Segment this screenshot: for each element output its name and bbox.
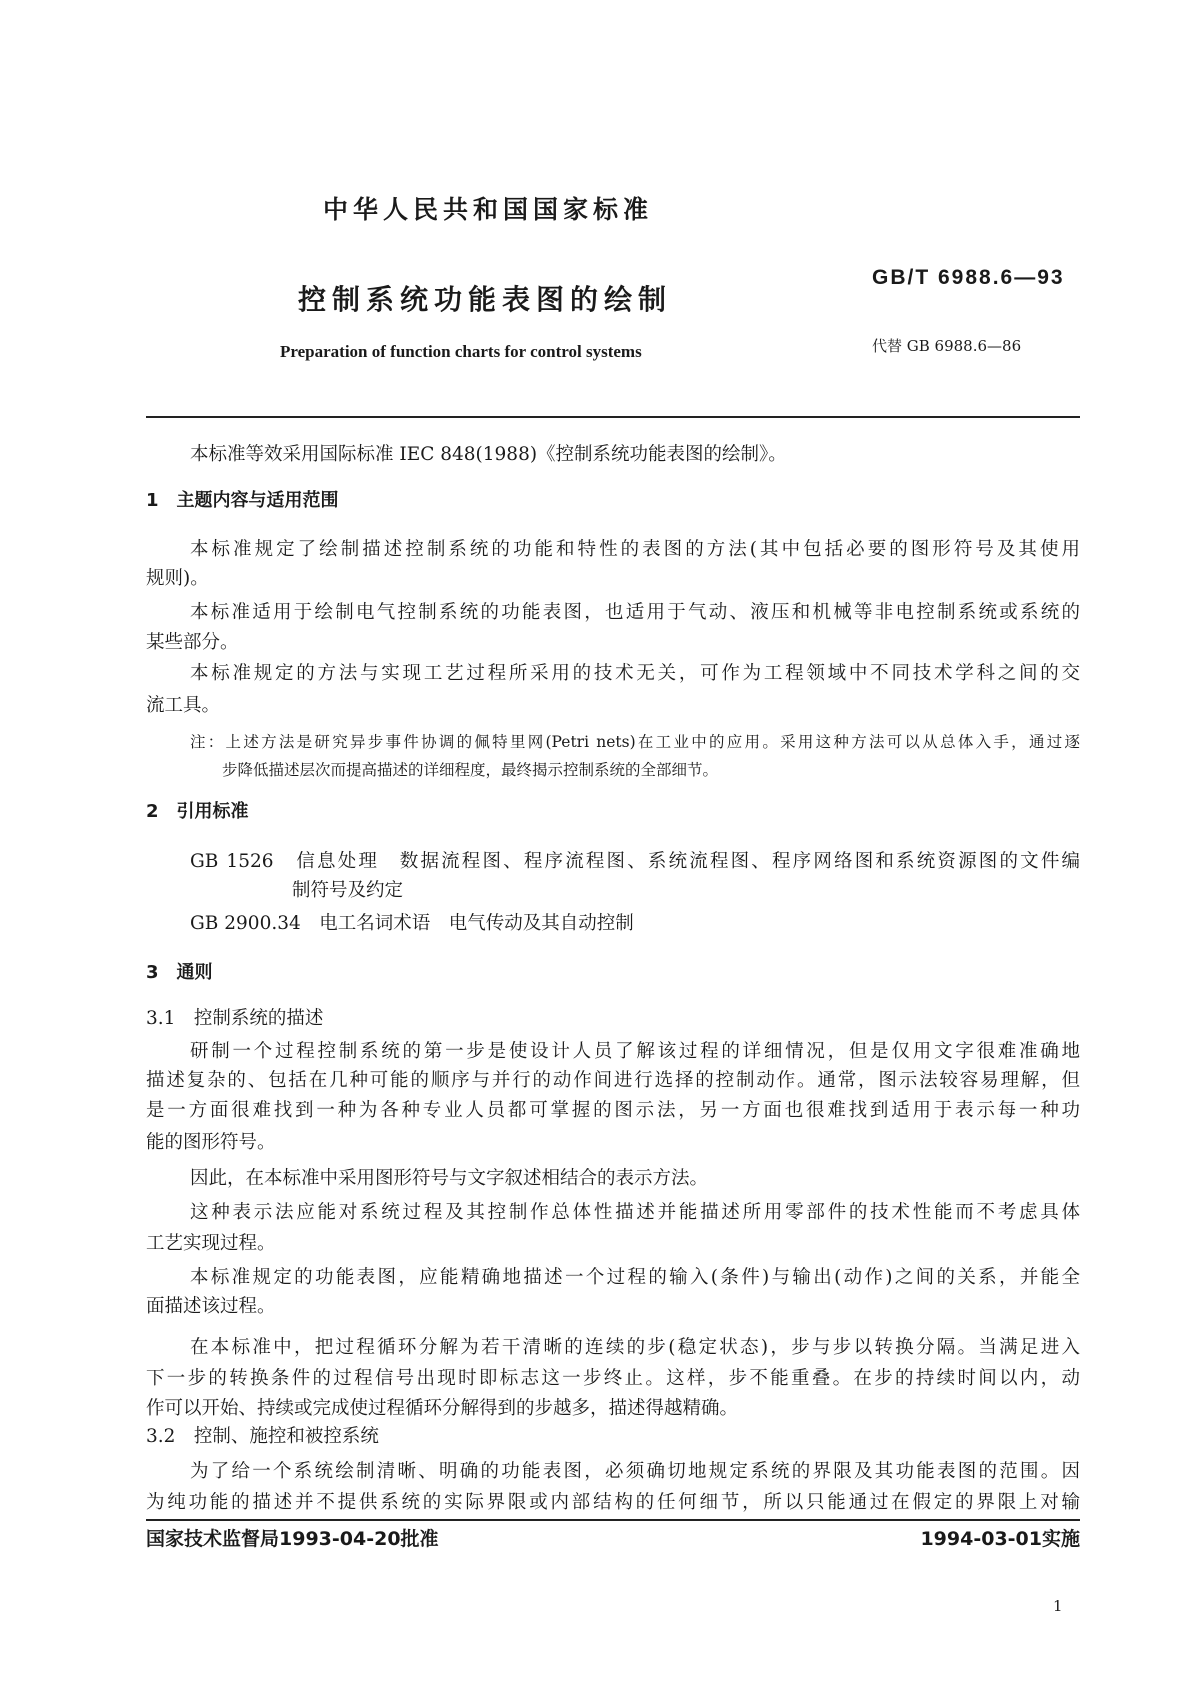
approval-date: 国家技术监督局1993-04-20批准 — [146, 1528, 439, 1550]
body-line: 能的图形符号。 — [146, 1131, 276, 1153]
body-line: GB 2900.34 电工名词术语 电气传动及其自动控制 — [190, 912, 634, 934]
body-line: 描述复杂的、包括在几种可能的顺序与并行的动作间进行选择的控制动作。通常，图示法较容易理解，但 — [146, 1069, 1080, 1091]
body-line: 面描述该过程。 — [146, 1296, 276, 1318]
standard-code: GB/T 6988.6—93 — [872, 266, 1065, 289]
replaces-note: 代替 GB 6988.6—86 — [872, 337, 1022, 355]
body-line: 本标准适用于绘制电气控制系统的功能表图，也适用于气动、液压和机械等非电控制系统或系统的 — [190, 601, 1080, 623]
body-line: 因此，在本标准中采用图形符号与文字叙述相结合的表示方法。 — [190, 1168, 709, 1190]
footer-divider — [146, 1519, 1080, 1521]
section-heading: 3 通则 — [146, 961, 213, 983]
body-line: 某些部分。 — [146, 632, 239, 654]
body-line: 在本标准中，把过程循环分解为若干清晰的连续的步(稳定状态)，步与步以转换分隔。当满足进入 — [190, 1337, 1080, 1359]
body-line: 作可以开始、持续或完成使过程循环分解得到的步越多，描述得越精确。 — [146, 1397, 739, 1419]
body-line: 本标准规定了绘制描述控制系统的功能和特性的表图的方法(其中包括必要的图形符号及其使用 — [190, 539, 1080, 561]
body-line: 3.2 控制、施控和被控系统 — [146, 1426, 379, 1448]
body-line: 本标准规定的方法与实现工艺过程所采用的技术无关，可作为工程领域中不同技术学科之间的交 — [190, 662, 1080, 684]
section-heading: 2 引用标准 — [146, 801, 249, 823]
national-standard-heading: 中华人民共和国国家标准 — [323, 195, 654, 224]
body-line: 下一步的转换条件的过程信号出现时即标志这一步终止。这样，步不能重叠。在步的持续时间以内，动 — [146, 1367, 1080, 1389]
body-line: 是一方面很难找到一种为各种专业人员都可掌握的图示法，另一方面也很难找到适用于表示每一种功 — [146, 1100, 1080, 1122]
body-line: GB 1526 信息处理 数据流程图、程序流程图、系统流程图、程序网络图和系统资源图的文件编 — [190, 851, 1080, 873]
body-line: 这种表示法应能对系统过程及其控制作总体性描述并能描述所用零部件的技术性能而不考虑具体 — [190, 1201, 1080, 1223]
section-heading: 1 主题内容与适用范围 — [146, 490, 339, 512]
body-line: 为了给一个系统绘制清晰、明确的功能表图，必须确切地规定系统的界限及其功能表图的范围。因 — [190, 1460, 1080, 1482]
body-line: 为纯功能的描述并不提供系统的实际界限或内部结构的任何细节，所以只能通过在假定的界限上对输 — [146, 1492, 1080, 1514]
body-line: 3.1 控制系统的描述 — [146, 1008, 324, 1030]
header-divider — [146, 416, 1080, 418]
body-line: 规则)。 — [146, 568, 209, 590]
document-title: 控制系统功能表图的绘制 — [298, 283, 673, 316]
page-number: 1 — [1053, 1597, 1063, 1615]
note-line: 注：上述方法是研究异步事件协调的佩特里网(Petri nets)在工业中的应用。采用这种方法可以从总体入手，通过逐 — [190, 732, 1080, 751]
document-title-english: Preparation of function charts for control systems — [280, 342, 642, 361]
body-line: 本标准等效采用国际标准 IEC 848(1988)《控制系统功能表图的绘制》。 — [190, 443, 787, 465]
body-line: 研制一个过程控制系统的第一步是使设计人员了解该过程的详细情况，但是仅用文字很难准确地 — [190, 1040, 1080, 1062]
body-line: 工艺实现过程。 — [146, 1233, 276, 1255]
effective-date: 1994-03-01实施 — [920, 1528, 1080, 1550]
body-line: 本标准规定的功能表图，应能精确地描述一个过程的输入(条件)与输出(动作)之间的关系，并能全 — [190, 1266, 1080, 1288]
note-line: 步降低描述层次而提高描述的详细程度，最终揭示控制系统的全部细节。 — [222, 761, 719, 779]
body-line: 流工具。 — [146, 695, 221, 717]
body-line: 制符号及约定 — [292, 880, 404, 902]
